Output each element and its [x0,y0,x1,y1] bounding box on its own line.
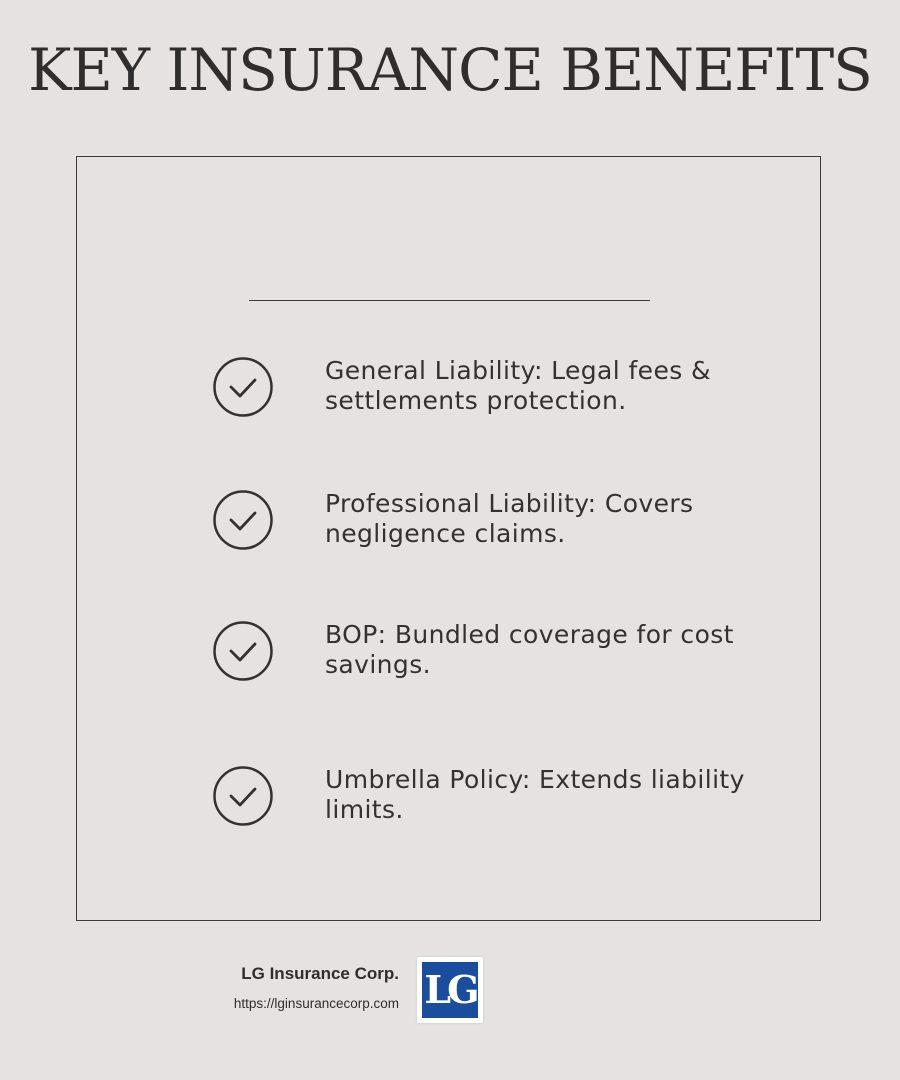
benefit-item [212,489,752,553]
benefit-text: Umbrella Policy: Extends liability limits. [325,765,745,824]
logo-mark: LG [422,962,478,1018]
benefit-text: Professional Liability: Covers negligence claims. [325,489,694,548]
benefit-text: General Liability: Legal fees & settlements protection. [325,356,711,415]
benefit-item [212,356,752,420]
check-circle-icon [212,620,274,682]
company-name: LG Insurance Corp. [241,964,399,983]
benefit-item [212,620,752,684]
check-circle-icon [212,356,274,418]
benefit-text: BOP: Bundled coverage for cost savings. [325,620,734,679]
company-logo [417,957,483,1023]
page-title: KEY INSURANCE BENEFITS [28,36,872,104]
company-url[interactable]: https://lginsurancecorp.com [233,996,399,1011]
benefit-item [212,765,752,829]
divider [249,300,650,301]
check-circle-icon [212,765,274,827]
check-circle-icon [212,489,274,551]
